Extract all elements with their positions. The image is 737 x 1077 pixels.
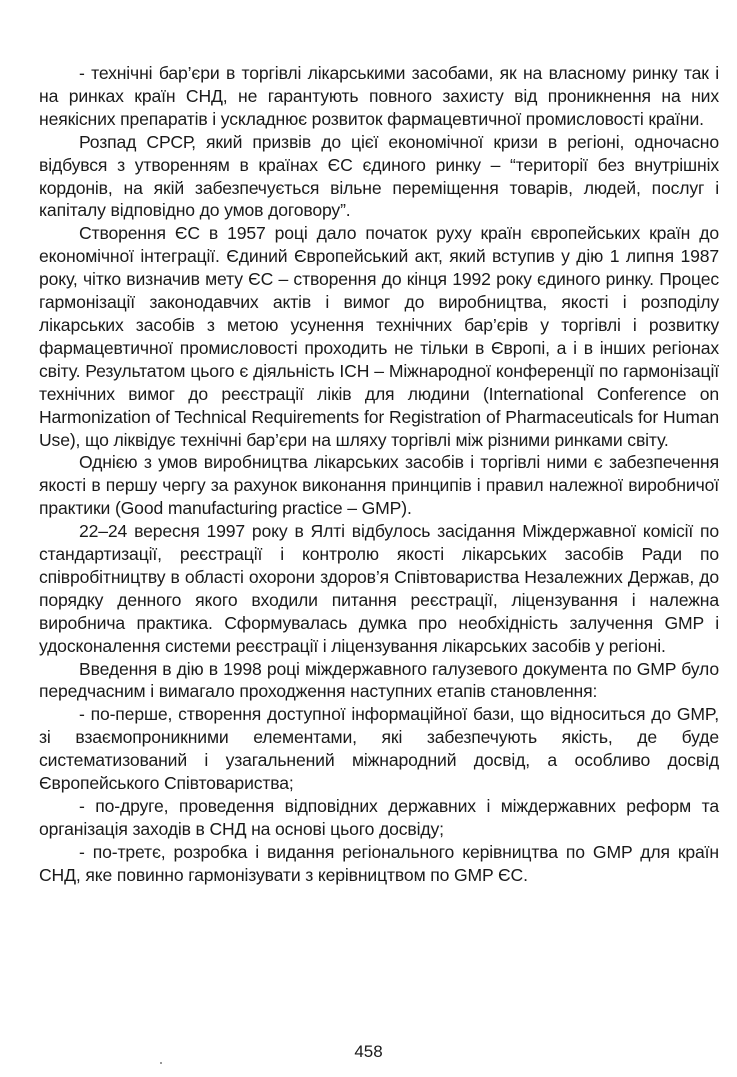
scan-speck (160, 1062, 162, 1064)
document-page (39, 62, 719, 887)
page-number: 458 (354, 1042, 383, 1061)
paragraph-eu-creation: Створення ЄС в 1957 році дало початок руху країн європейських країн до економічної інтеграції. Єдиний Європейський акт, який вступив у дію 1 липня 1987 року, чітко визначив мету ЄС – створення до кінця 1992 року єдиного ринку. Процес гармонізації законодавчих актів і вимог до виробництва, якості і розподілу лікарських засобів з метою усунення технічних бар’єрів у торгівлі і розвитку фармацевтичної промисловості проходить не тільки в Європі, а і в інших регіонах світу. Результатом цього є діяльність ICH – Міжнародної конференції по гармонізації технічних вимог до реєстрації ліків для людини (International Conference on Harmonization of Technical Requirements for Registration of Pharmaceuticals for Human Use), що ліквідує технічні бар’єри на шляху торгівлі між різними ринками світу. (39, 223, 719, 450)
paragraph-yalta-meeting: 22–24 вересня 1997 року в Ялті відбулось засідання Міждержавної комісії по стандартизації, реєстрації і контролю якості лікарських засобів Ради по співробітництву в області охорони здоров’я Співтовариства Незалежних Держав, до порядку денного якого входили питання реєстрації, ліцензування і належна виробнича практика. Сформувалась думка про необхідність залучення GMP і удосконалення системи реєстрації і ліцензування лікарських засобів у регіоні. (39, 521, 719, 656)
list-item-second: - по-друге, проведення відповідних державних і міждержавних реформ та організація заходів в СНД на основі цього досвіду; (39, 796, 719, 839)
paragraph-ussr-collapse: Розпад СРСР, який призвів до цієї економічної кризи в регіоні, одночасно відбувся з утворенням в країнах ЄС єдиного ринку – “території без внутрішніх кордонів, на якій забезпечується вільне переміщення товарів, людей, послуг і капіталу відповідно до умов договору”. (39, 131, 719, 221)
list-item-third: - по-третє, розробка і видання регіонального керівництва по GMP для країн СНД, яке повинно гармонізувати з керівництвом по GMP ЄС. (39, 841, 719, 885)
list-item-first: - по-перше, створення доступної інформаційної бази, що відноситься до GMP, зі взаємопроникними елементами, які забезпечують якість, де буде систематизований і узагальнений міжнародний досвід, а особливо досвід Європейського Співтовариства; (39, 704, 719, 794)
paragraph-trade-barriers: - технічні бар’єри в торгівлі лікарськими засобами, як на власному ринку так і на ринках країн СНД, не гарантують повного захисту від проникнення на них неякісних препаратів і ускладнює розвиток фармацевтичної промисловості країни. (39, 63, 719, 129)
paragraph-gmp-introduction: Введення в дію в 1998 році міждержавного галузевого документа по GMP було передчасним і вимагало проходження наступних етапів становлення: (39, 658, 719, 702)
paragraph-gmp-quality: Однією з умов виробництва лікарських засобів і торгівлі ними є забезпечення якості в першу чергу за рахунок виконання принципів і правил належної виробничої практики (Good manufacturing practice – GMP). (39, 452, 719, 519)
